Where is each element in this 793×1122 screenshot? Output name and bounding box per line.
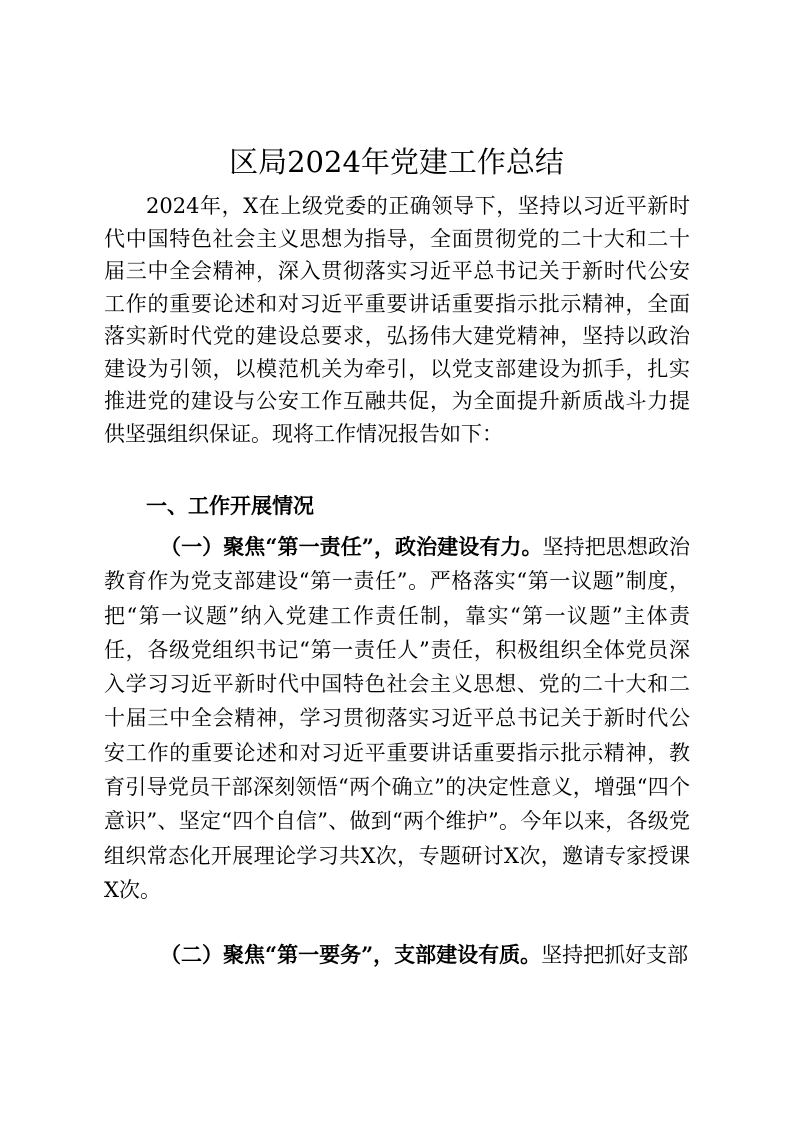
item-2-paragraph xyxy=(104,938,690,972)
item-1-paragraph xyxy=(104,530,690,907)
item-1-body: 坚持把思想政治教育作为党支部建设“第一责任”。严格落实“第一议题”制度，把“第一议题”纳入党建工作责任制，靠实“第一议题”主体责任，各级党组织书记“第一责任人”责任，积极组织全体党员深入学习习近平新时代中国特色社会主义思想、党的二十大和二十届三中全会精神，学习贯彻落实习近平总书记关于新时代公安工作的重要论述和对习近平重要讲话重要指示批示精神，教育引导党员干部深刻领悟“两个确立”的决定性意义，增强“四个意识”、坚定“四个自信”、做到“两个维护”。今年以来，各级党组织常态化开展理论学习共X次，专题研讨X次，邀请专家授课X次。 xyxy=(104,535,690,902)
item-2-lead: （二）聚焦“第一要务”，支部建设有质。 xyxy=(160,942,542,967)
intro-paragraph: 2024年，X在上级党委的正确领导下，坚持以习近平新时代中国特色社会主义思想为指导，全面贯彻党的二十大和二十届三中全会精神，深入贯彻落实习近平总书记关于新时代公安工作的重要论述和对习近平重要讲话重要指示批示精神，全面落实新时代党的建设总要求，弘扬伟大建党精神，坚持以政治建设为引领，以模范机关为牵引，以党支部建设为抓手，扎实推进党的建设与公安工作互融共促，为全面提升新质战斗力提供坚强组织保证。现将工作情况报告如下： xyxy=(104,194,690,446)
section-heading: 一、工作开展情况 xyxy=(146,494,314,518)
item-2-body: 坚持把抓好支部 xyxy=(541,943,689,967)
document-title: 区局2024年党建工作总结 xyxy=(229,145,564,179)
item-1-lead: （一）聚焦“第一责任”，政治建设有力。 xyxy=(160,534,543,559)
